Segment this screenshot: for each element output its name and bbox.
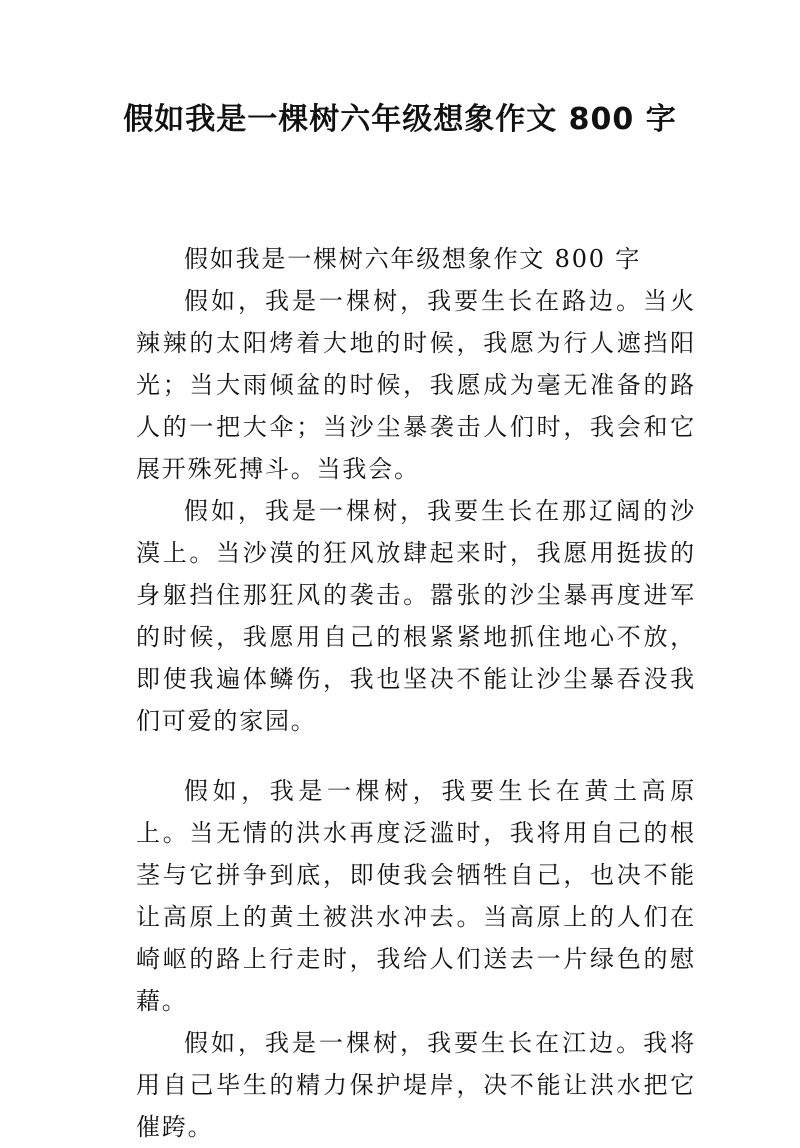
paragraph-plateau: 假如，我是一棵树，我要生长在黄土高原上。当无情的洪水再度泛滥时，我将用自己的根茎与它拼争到底，即使我会牺牲自己，也决不能让高原上的黄土被洪水冲去。当高原上的人们在崎岖的路上行走时，我给人们送去一片绿色的慰藉。 [136,777,696,1015]
paragraph-riverside: 假如，我是一棵树，我要生长在江边。我将用自己毕生的精力保护堤岸，决不能让洪水把它催跨。 [136,1029,696,1141]
paragraph-roadside: 假如，我是一棵树，我要生长在路边。当火辣辣的太阳烤着大地的时候，我愿为行人遮挡阳光；当大雨倾盆的时候，我愿成为毫无准备的路人的一把大伞；当沙尘暴袭击人们时，我会和它展开殊死搏斗。当我会。 [136,287,696,483]
paragraph-subtitle: 假如我是一棵树六年级想象作文 800 字 [184,245,642,273]
paragraph-desert: 假如，我是一棵树，我要生长在那辽阔的沙漠上。当沙漠的狂风放肆起来时，我愿用挺拔的身躯挡住那狂风的袭击。嚣张的沙尘暴再度进军的时候，我愿用自己的根紧紧地抓住地心不放，即使我遍体鳞伤，我也坚决不能让沙尘暴吞没我们可爱的家园。 [136,497,696,735]
document-title: 假如我是一棵树六年级想象作文 800 字 [123,102,677,137]
document-body [136,238,696,1148]
